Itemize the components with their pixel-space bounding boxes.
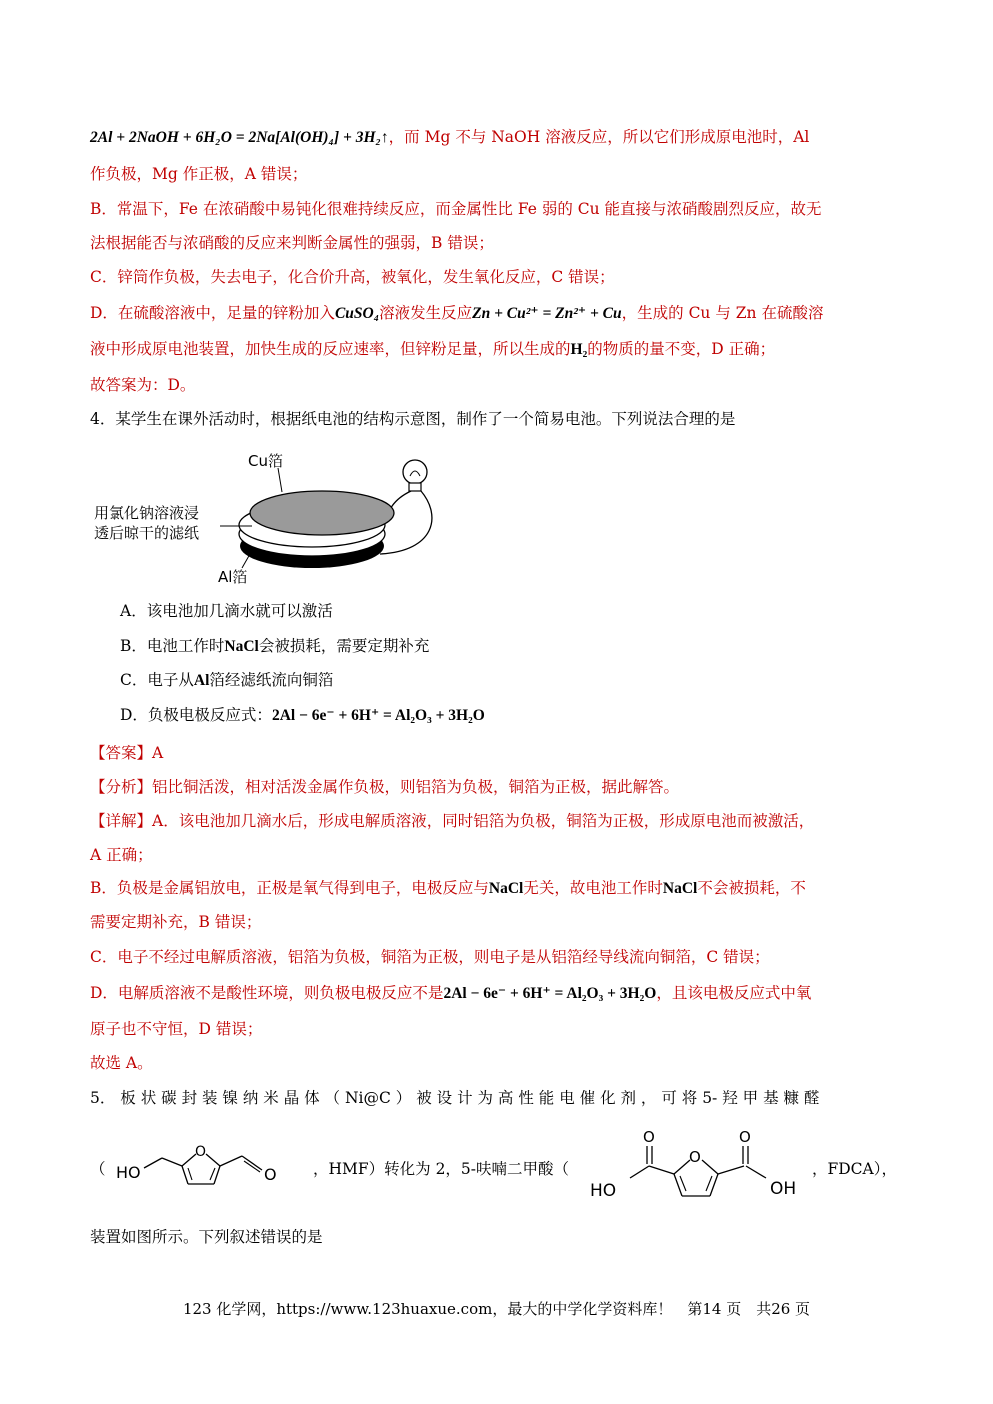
q5-hmf-close: ，HMF）转化为 2，5-呋喃二甲酸（ [313, 1160, 570, 1178]
svg-text:O: O [739, 1128, 751, 1146]
svg-text:O: O [195, 1144, 207, 1160]
q3-option-b-line-1: B．常温下，Fe 在浓硝酸中易钝化很难持续反应，而金属性比 Fe 弱的 Cu 能直接与浓硝酸剧烈反应，故无 [90, 200, 822, 218]
svg-text:O: O [264, 1165, 277, 1184]
q3-line-2: 作负极，Mg 作正极，A 错误； [90, 165, 308, 183]
q4-detail-b-2: 需要定期补充，B 错误； [90, 913, 262, 931]
svg-text:O: O [643, 1128, 655, 1146]
q4-detail-d-1: D．电解质溶液不是酸性环境，则负极电极反应不是2Al − 6e⁻ + 6H⁺ = Al₂O₃ + 3H₂O，且该电极反应式中氧 [90, 984, 812, 1002]
q4-detail-a-1: 【详解】A．该电池加几滴水后，形成电解质溶液，同时铝箔为负极，铜箔为正极，形成原电池而被激活， [90, 812, 815, 830]
q3-option-d-line-1: D．在硫酸溶液中，足量的锌粉加入CuSO₄溶液发生反应Zn + Cu²⁺ = Zn²⁺ + Cu，生成的 Cu 与 Zn 在硫酸溶 [90, 304, 824, 322]
q5-stem: 5． 板 状 碳 封 装 镍 纳 米 晶 体 （ Ni@C ） 被 设 计 为 高 性 能 电 催 化 剂 ， 可 将 5- 羟 甲 基 糠 醛 [90, 1089, 820, 1107]
fdca-structure [588, 1126, 818, 1206]
q4-option-a: A．该电池加几滴水就可以激活 [120, 602, 333, 620]
al-foil-label: Al箔 [218, 568, 248, 586]
svg-text:OH: OH [770, 1179, 797, 1199]
q3-line-1: 2Al + 2NaOH + 6H₂O = 2Na[Al(OH)₄] + 3H₂↑，而 Mg 不与 NaOH 溶液反应，所以它们形成原电池时，Al [90, 128, 810, 146]
q3-option-d-line-2: 液中形成原电池装置，加快生成的反应速率，但锌粉足量，所以生成的H₂的物质的量不变，D 正确； [90, 340, 776, 358]
page-footer: 123 化学网，https://www.123huaxue.com，最大的中学化学资料库！ 第14 页 共26 页 [182, 1300, 811, 1318]
q4-choose: 故选 A。 [90, 1054, 153, 1072]
q4-stem: 4．某学生在课外活动时，根据纸电池的结构示意图，制作了一个简易电池。下列说法合理的是 [90, 410, 736, 428]
q4-answer: 【答案】A [90, 744, 164, 762]
q5-fdca-close: ，FDCA）， [812, 1160, 897, 1178]
q4-option-b: B．电池工作时NaCl会被损耗，需要定期补充 [120, 637, 430, 655]
paper-battery-figure [90, 446, 450, 591]
svg-text:HO: HO [116, 1163, 141, 1182]
q3-option-b-line-2: 法根据能否与浓硝酸的反应来判断金属性的强弱，B 错误； [90, 234, 494, 252]
q4-detail-b-1: B．负极是金属铝放电，正极是氧气得到电子，电极反应与NaCl无关，故电池工作时NaCl不会被损耗，不 [90, 879, 806, 897]
q3-option-c: C．锌筒作负极，失去电子，化合价升高，被氧化，发生氧化反应，C 错误； [90, 268, 615, 286]
filter-paper-label-1: 用氯化钠溶液浸 [94, 504, 200, 522]
hmf-structure [112, 1136, 312, 1186]
svg-text:O: O [689, 1148, 701, 1166]
q5-last-line: 装置如图所示。下列叙述错误的是 [90, 1228, 323, 1246]
q4-analysis: 【分析】铝比铜活泼，相对活泼金属作负极，则铝箔为负极，铜箔为正极，据此解答。 [90, 778, 680, 796]
q4-option-c: C．电子从Al箔经滤纸流向铜箔 [120, 671, 334, 689]
q4-detail-a-2: A 正确； [90, 846, 153, 864]
q4-option-d: D．负极电极反应式：2Al − 6e⁻ + 6H⁺ = Al₂O₃ + 3H₂O [120, 706, 485, 724]
q4-detail-c: C．电子不经过电解质溶液，铝箔为负极，铜箔为正极，则电子是从铝箔经导线流向铜箔，C 错误； [90, 948, 770, 966]
q5-hmf-open: （ [90, 1160, 106, 1178]
equation-al-naoh: 2Al + 2NaOH + 6H₂O = 2Na[Al(OH)₄] + 3H₂↑ [90, 129, 389, 146]
cu-foil-label: Cu箔 [248, 452, 283, 470]
svg-text:HO: HO [590, 1181, 617, 1201]
q3-answer: 故答案为：D。 [90, 376, 196, 394]
filter-paper-label-2: 透后晾干的滤纸 [94, 524, 200, 542]
q4-detail-d-2: 原子也不守恒，D 错误； [90, 1020, 263, 1038]
